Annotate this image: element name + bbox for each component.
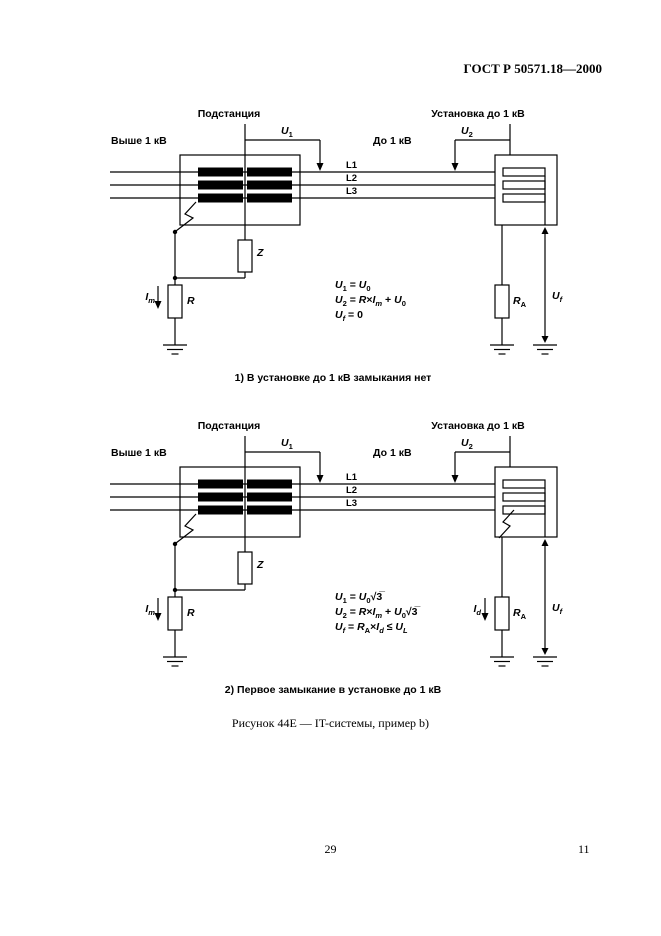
diagram-1 xyxy=(95,100,615,405)
substation-earthing xyxy=(155,232,188,354)
line-l3-label: L3 xyxy=(346,498,358,509)
line-l3-label: L3 xyxy=(346,186,358,197)
line-l2-label: L2 xyxy=(346,485,358,496)
im-current-label: $I_m$ xyxy=(145,603,155,618)
z-label: Z xyxy=(257,247,264,259)
substation-fault-zigzag xyxy=(173,202,196,234)
phase-lines xyxy=(110,172,495,198)
installation-box xyxy=(495,155,557,225)
z-label: Z xyxy=(257,559,264,571)
phase-lines xyxy=(110,484,495,510)
above-1kv-label: Выше 1 кВ xyxy=(111,135,167,147)
impedance-z xyxy=(173,552,252,592)
substation-label: Подстанция xyxy=(197,420,261,432)
r-label: R xyxy=(187,295,195,307)
figure-caption: Рисунок 44Е — IT-системы, пример b) xyxy=(231,716,430,730)
line-l1-label: L1 xyxy=(346,472,358,483)
installation-label: Установка до 1 кВ xyxy=(431,420,525,432)
impedance-z xyxy=(173,240,252,280)
u1-label: $U_1$ xyxy=(281,437,293,452)
installation-box xyxy=(495,467,557,537)
r-label: R xyxy=(187,607,195,619)
u1-label: $U_1$ xyxy=(281,125,293,140)
subcaption-2: 2) Первое замыкание в установке до 1 кВ xyxy=(224,684,442,696)
page-number-center: 29 xyxy=(324,842,337,856)
line-l1-label: L1 xyxy=(346,160,358,171)
installation-earthing xyxy=(482,537,515,666)
circuit-svg-1 xyxy=(95,100,615,405)
substation-earthing xyxy=(155,544,188,666)
formula-2: $U_2 = R\times I_m$ + $U_0√3̅$ xyxy=(335,606,418,621)
formula-3: $U_f = R_A\times I_d \le U_L$ xyxy=(335,621,408,636)
id-current-label: $I_d$ xyxy=(473,603,481,618)
formula-1: $U_1$ = $U_0√3̅$ xyxy=(335,591,383,606)
u2-label: $U_2$ xyxy=(461,125,473,140)
circuit-svg-2 xyxy=(95,412,615,717)
im-current-label: $I_m$ xyxy=(145,291,155,306)
uf-label: $U_f$ xyxy=(552,602,563,617)
subcaption-1: 1) В установке до 1 кВ замыкания нет xyxy=(234,372,432,384)
formula-3: $U_f = 0$ xyxy=(335,309,363,324)
transformer xyxy=(180,155,300,225)
ra-label: $R_A$ xyxy=(513,607,527,622)
diagram-2 xyxy=(95,412,615,717)
page-number-right: 11 xyxy=(578,842,590,856)
gost-header: ГОСТ Р 50571.18—2000 xyxy=(463,61,602,76)
substation-label: Подстанция xyxy=(197,108,261,120)
formula-1: $U_1 = U_0$ xyxy=(335,279,371,294)
installation-earthing xyxy=(490,225,514,354)
above-1kv-label: Выше 1 кВ xyxy=(111,447,167,459)
substation-fault-zigzag xyxy=(173,514,196,546)
installation-label: Установка до 1 кВ xyxy=(431,108,525,120)
formula-2: $U_2 = R\times I_m + U_0$ xyxy=(335,294,406,309)
upto-1kv-label: До 1 кВ xyxy=(373,135,412,147)
transformer xyxy=(180,467,300,537)
uf-label: $U_f$ xyxy=(552,290,563,305)
upto-1kv-label: До 1 кВ xyxy=(373,447,412,459)
u2-label: $U_2$ xyxy=(461,437,473,452)
line-l2-label: L2 xyxy=(346,173,358,184)
ra-label: $R_A$ xyxy=(513,295,527,310)
